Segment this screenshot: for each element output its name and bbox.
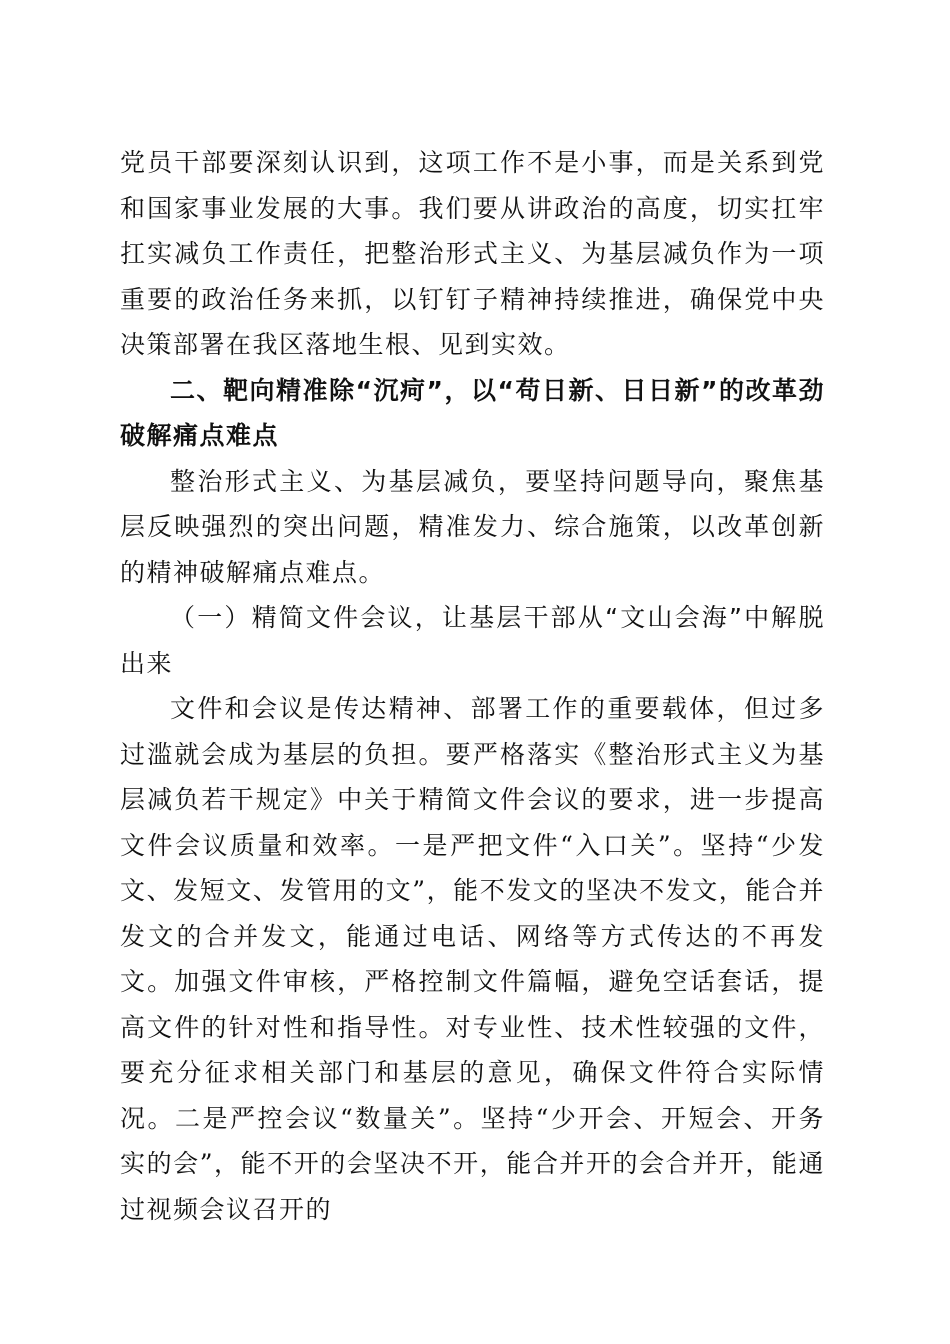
paragraph-continuation: 党员干部要深刻认识到，这项工作不是小事，而是关系到党和国家事业发展的大事。我们要从讲政治的高度，切实扛牢扛实减负工作责任，把整治形式主义、为基层减负作为一项重要的政治任务来抓，以钉钉子精神持续推进，确保党中央决策部署在我区落地生根、见到实效。 [120,148,825,359]
subsection-heading: （一）精简文件会议，让基层干部从“文山会海”中解脱出来 [120,603,825,678]
section-heading: 二、靶向精准除“沉疴”，以“苟日新、日日新”的改革劲破解痛点难点 [120,375,825,450]
paragraph-intro: 整治形式主义、为基层减负，要坚持问题导向，聚焦基层反映强烈的突出问题，精准发力、综合施策，以改革创新的精神破解痛点难点。 [120,466,825,587]
paragraph-body: 文件和会议是传达精神、部署工作的重要载体，但过多过滥就会成为基层的负担。要严格落实《整治形式主义为基层减负若干规定》中关于精简文件会议的要求，进一步提高文件会议质量和效率。一是严把文件“入口关”。坚持“少发文、发短文、发管用的文”，能不发文的坚决不发文，能合并发文的合并发文，能通过电话、网络等方式传达的不再发文。加强文件审核，严格控制文件篇幅，避免空话套话，提高文件的针对性和指导性。对专业性、技术性较强的文件，要充分征求相关部门和基层的意见，确保文件符合实际情况。二是严控会议“数量关”。坚持“少开会、开短会、开务实的会”，能不开的会坚决不开，能合并开的会合并开，能通过视频会议召开的 [120,694,825,1224]
document-body [120,140,825,1232]
